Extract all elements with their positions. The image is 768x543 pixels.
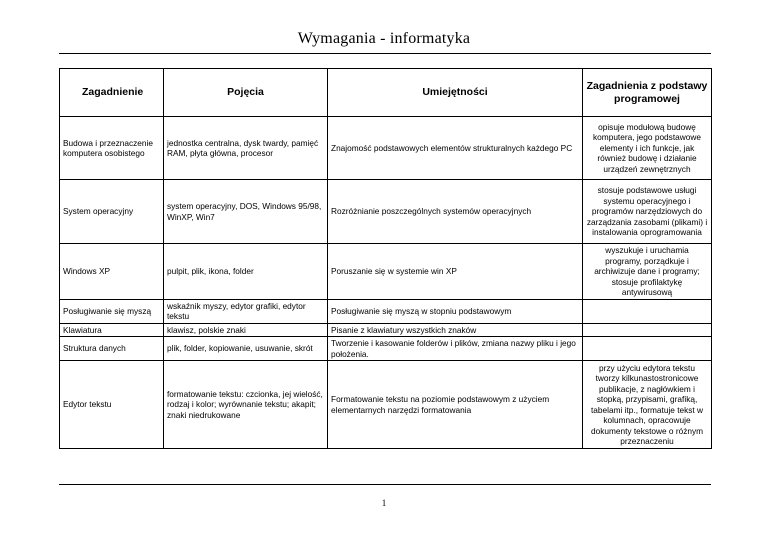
table-row [60, 244, 712, 300]
cell-skills: Poruszanie się w systemie win XP [328, 244, 583, 300]
cell-concepts: wskaźnik myszy, edytor grafiki, edytor tekstu [164, 299, 328, 323]
header-skills: Umiejętności [328, 69, 583, 117]
requirements-table [59, 68, 712, 449]
cell-concepts: plik, folder, kopiowanie, usuwanie, skrót [164, 337, 328, 361]
table-header-row [60, 69, 712, 117]
footer-rule [59, 484, 711, 485]
cell-skills: Posługiwanie się myszą w stopniu podstawowym [328, 299, 583, 323]
cell-topic: Struktura danych [60, 337, 164, 361]
cell-skills: Znajomość podstawowych elementów strukturalnych każdego PC [328, 117, 583, 180]
cell-curriculum: wyszukuje i uruchamia programy, porządkuje i archiwizuje dane i programy; stosuje profilaktykę antywirusową [583, 244, 712, 300]
cell-skills: Pisanie z klawiatury wszystkich znaków [328, 323, 583, 337]
cell-skills: Rozróżnianie poszczególnych systemów operacyjnych [328, 180, 583, 244]
title-rule [59, 53, 711, 54]
cell-concepts: pulpit, plik, ikona, folder [164, 244, 328, 300]
cell-curriculum [583, 337, 712, 361]
cell-topic: Edytor tekstu [60, 361, 164, 449]
table-row [60, 299, 712, 323]
cell-topic: Klawiatura [60, 323, 164, 337]
cell-concepts: system operacyjny, DOS, Windows 95/98, WinXP, Win7 [164, 180, 328, 244]
cell-skills: Formatowanie tekstu na poziomie podstawowym z użyciem elementarnych narzędzi formatowania [328, 361, 583, 449]
cell-curriculum: przy użyciu edytora tekstu tworzy kilkunastostronicowe publikacje, z nagłówkiem i stopką, przypisami, grafiką, tabelami itp., formatuje tekst w kolumnach, opracowuje dokumenty tekstowe o różnym przeznaczeniu [583, 361, 712, 449]
table-row [60, 180, 712, 244]
cell-topic: Windows XP [60, 244, 164, 300]
cell-curriculum [583, 299, 712, 323]
table-row [60, 361, 712, 449]
cell-concepts: klawisz, polskie znaki [164, 323, 328, 337]
cell-curriculum: opisuje modułową budowę komputera, jego podstawowe elementy i ich funkcje, jak również budowę i działanie urządzeń zewnętrznych [583, 117, 712, 180]
cell-concepts: formatowanie tekstu: czcionka, jej wielość, rodzaj i kolor; wyrównanie tekstu; akapit; znaki niedrukowane [164, 361, 328, 449]
cell-topic: Posługiwanie się myszą [60, 299, 164, 323]
cell-topic: System operacyjny [60, 180, 164, 244]
cell-curriculum [583, 323, 712, 337]
cell-topic: Budowa i przeznaczenie komputera osobistego [60, 117, 164, 180]
header-concepts: Pojęcia [164, 69, 328, 117]
page-number: 1 [381, 498, 387, 508]
cell-curriculum: stosuje podstawowe usługi systemu operacyjnego i programów narzędziowych do zarządzania zasobami (plikami) i instalowania oprogramowania [583, 180, 712, 244]
header-curriculum: Zagadnienia z podstawy programowej [583, 69, 712, 117]
page-title: Wymagania - informatyka [297, 30, 471, 47]
table-row [60, 323, 712, 337]
cell-skills: Tworzenie i kasowanie folderów i plików, zmiana nazwy pliku i jego położenia. [328, 337, 583, 361]
header-topic: Zagadnienie [60, 69, 164, 117]
table-row [60, 117, 712, 180]
table-row [60, 337, 712, 361]
cell-concepts: jednostka centralna, dysk twardy, pamięć RAM, płyta główna, procesor [164, 117, 328, 180]
